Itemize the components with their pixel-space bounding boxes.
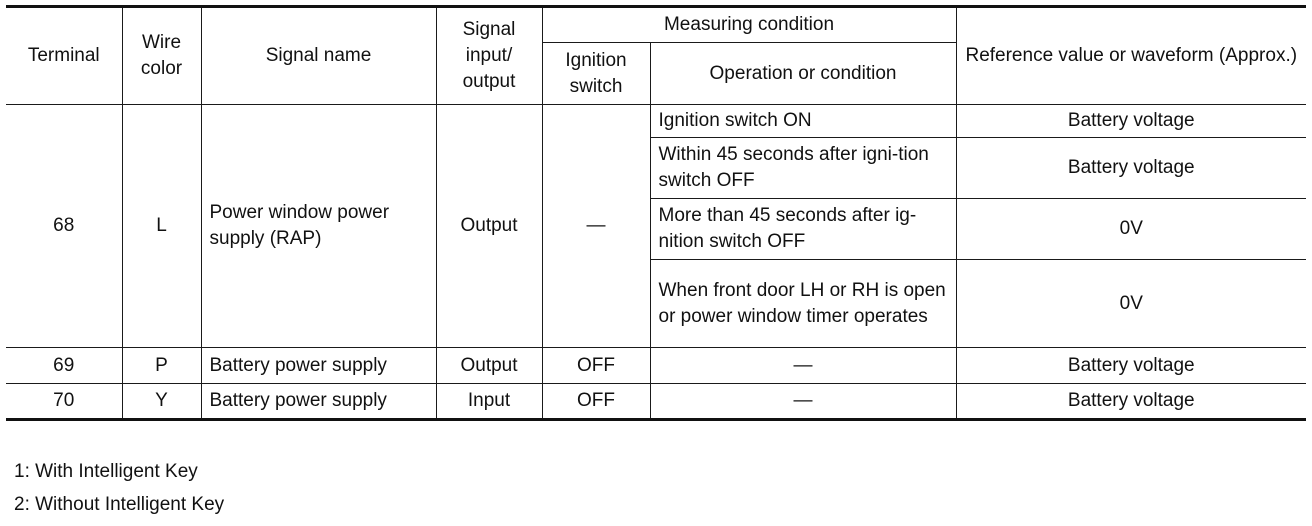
cell-wire-color: P — [122, 348, 201, 384]
header-operation-condition: Operation or condition — [650, 43, 956, 105]
cell-ignition-switch: — — [542, 105, 650, 348]
footnote: 1: With Intelligent Key — [14, 461, 198, 482]
cell-operation: Within 45 seconds after igni-tion switch OFF — [650, 138, 956, 199]
cell-signal-name: Battery power supply — [201, 384, 436, 420]
cell-operation: — — [650, 348, 956, 384]
table-row — [6, 105, 1306, 138]
header-ignition-switch: Ignition switch — [542, 43, 650, 105]
cell-reference: Battery voltage — [956, 384, 1306, 420]
cell-ignition-switch: OFF — [542, 384, 650, 420]
table-row — [6, 384, 1306, 420]
cell-terminal: 69 — [6, 348, 122, 384]
header-reference-value: Reference value or waveform (Approx.) — [956, 7, 1306, 105]
terminal-spec-table — [6, 5, 1306, 421]
header-signal-name: Signal name — [201, 7, 436, 105]
cell-reference: 0V — [956, 199, 1306, 260]
cell-signal-name: Power window power supply (RAP) — [201, 105, 436, 348]
cell-signal-name: Battery power supply — [201, 348, 436, 384]
header-terminal: Terminal — [6, 7, 122, 105]
cell-reference: Battery voltage — [956, 138, 1306, 199]
header-measuring-condition: Measuring condition — [542, 7, 956, 43]
cell-wire-color: L — [122, 105, 201, 348]
cell-signal-io: Output — [436, 348, 542, 384]
cell-terminal: 70 — [6, 384, 122, 420]
cell-signal-io: Output — [436, 105, 542, 348]
header-signal-io: Signal input/ output — [436, 7, 542, 105]
cell-reference: Battery voltage — [956, 348, 1306, 384]
cell-reference: Battery voltage — [956, 105, 1306, 138]
header-wire-color: Wire color — [122, 7, 201, 105]
cell-operation: — — [650, 384, 956, 420]
cell-operation: More than 45 seconds after ig-nition switch OFF — [650, 199, 956, 260]
cell-wire-color: Y — [122, 384, 201, 420]
cell-signal-io: Input — [436, 384, 542, 420]
table-row — [6, 348, 1306, 384]
cell-operation: Ignition switch ON — [650, 105, 956, 138]
cell-terminal: 68 — [6, 105, 122, 348]
footnotes — [14, 455, 224, 521]
cell-reference: 0V — [956, 260, 1306, 348]
footnote: 2: Without Intelligent Key — [14, 494, 225, 515]
cell-ignition-switch: OFF — [542, 348, 650, 384]
cell-operation: When front door LH or RH is open or power window timer operates — [650, 260, 956, 348]
